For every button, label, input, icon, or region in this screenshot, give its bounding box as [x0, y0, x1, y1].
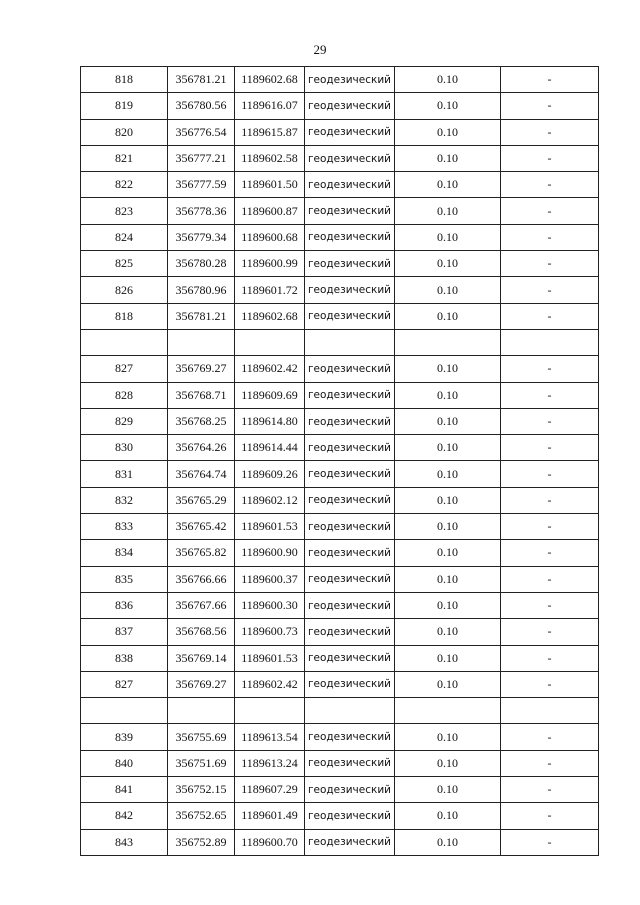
- y-coordinate-cell: 1189600.87: [235, 198, 305, 224]
- description-cell: -: [501, 303, 599, 329]
- y-coordinate-cell: [235, 698, 305, 724]
- y-coordinate-cell: 1189600.73: [235, 619, 305, 645]
- description-cell: -: [501, 356, 599, 382]
- method-cell: геодезический: [305, 566, 395, 592]
- method-cell: геодезический: [305, 777, 395, 803]
- description-cell: -: [501, 619, 599, 645]
- y-coordinate-cell: 1189614.80: [235, 408, 305, 434]
- accuracy-cell: [395, 329, 501, 355]
- accuracy-cell: 0.10: [395, 435, 501, 461]
- y-coordinate-cell: 1189613.24: [235, 750, 305, 776]
- x-coordinate-cell: 356766.66: [168, 566, 235, 592]
- method-cell: геодезический: [305, 172, 395, 198]
- page-number: 29: [313, 42, 327, 57]
- y-coordinate-cell: 1189614.44: [235, 435, 305, 461]
- y-coordinate-cell: 1189602.68: [235, 303, 305, 329]
- description-cell: -: [501, 724, 599, 750]
- y-coordinate-cell: 1189600.37: [235, 566, 305, 592]
- y-coordinate-cell: 1189600.70: [235, 829, 305, 855]
- description-cell: -: [501, 645, 599, 671]
- method-cell: [305, 329, 395, 355]
- table-row: [81, 619, 599, 645]
- x-coordinate-cell: 356776.54: [168, 119, 235, 145]
- x-coordinate-cell: 356768.56: [168, 619, 235, 645]
- table-row: [81, 172, 599, 198]
- accuracy-cell: 0.10: [395, 145, 501, 171]
- method-cell: геодезический: [305, 145, 395, 171]
- accuracy-cell: 0.10: [395, 750, 501, 776]
- y-coordinate-cell: 1189601.72: [235, 277, 305, 303]
- method-cell: геодезический: [305, 93, 395, 119]
- x-coordinate-cell: 356780.56: [168, 93, 235, 119]
- point-number-cell: 838: [81, 645, 168, 671]
- method-cell: геодезический: [305, 119, 395, 145]
- method-cell: геодезический: [305, 356, 395, 382]
- x-coordinate-cell: 356765.42: [168, 514, 235, 540]
- accuracy-cell: 0.10: [395, 619, 501, 645]
- table-row: [81, 487, 599, 513]
- accuracy-cell: 0.10: [395, 198, 501, 224]
- table-row: [81, 540, 599, 566]
- point-number-cell: [81, 698, 168, 724]
- description-cell: -: [501, 277, 599, 303]
- coordinates-table-body: [81, 67, 599, 856]
- method-cell: геодезический: [305, 67, 395, 93]
- separator-row: [81, 329, 599, 355]
- description-cell: -: [501, 592, 599, 618]
- point-number-cell: 835: [81, 566, 168, 592]
- table-row: [81, 198, 599, 224]
- x-coordinate-cell: 356751.69: [168, 750, 235, 776]
- point-number-cell: 836: [81, 592, 168, 618]
- point-number-cell: 822: [81, 172, 168, 198]
- point-number-cell: 821: [81, 145, 168, 171]
- x-coordinate-cell: 356769.27: [168, 671, 235, 697]
- description-cell: -: [501, 382, 599, 408]
- accuracy-cell: 0.10: [395, 277, 501, 303]
- description-cell: -: [501, 461, 599, 487]
- description-cell: -: [501, 251, 599, 277]
- description-cell: -: [501, 119, 599, 145]
- description-cell: [501, 698, 599, 724]
- accuracy-cell: 0.10: [395, 382, 501, 408]
- x-coordinate-cell: 356752.15: [168, 777, 235, 803]
- table-row: [81, 435, 599, 461]
- method-cell: геодезический: [305, 487, 395, 513]
- method-cell: геодезический: [305, 277, 395, 303]
- description-cell: -: [501, 566, 599, 592]
- accuracy-cell: [395, 698, 501, 724]
- point-number-cell: [81, 329, 168, 355]
- x-coordinate-cell: [168, 329, 235, 355]
- accuracy-cell: 0.10: [395, 461, 501, 487]
- method-cell: геодезический: [305, 251, 395, 277]
- point-number-cell: 830: [81, 435, 168, 461]
- method-cell: геодезический: [305, 619, 395, 645]
- accuracy-cell: 0.10: [395, 514, 501, 540]
- point-number-cell: 825: [81, 251, 168, 277]
- y-coordinate-cell: 1189602.42: [235, 671, 305, 697]
- table-row: [81, 671, 599, 697]
- x-coordinate-cell: 356779.34: [168, 224, 235, 250]
- method-cell: геодезический: [305, 724, 395, 750]
- table-row: [81, 724, 599, 750]
- method-cell: геодезический: [305, 435, 395, 461]
- accuracy-cell: 0.10: [395, 408, 501, 434]
- description-cell: -: [501, 172, 599, 198]
- description-cell: -: [501, 514, 599, 540]
- point-number-cell: 824: [81, 224, 168, 250]
- point-number-cell: 819: [81, 93, 168, 119]
- accuracy-cell: 0.10: [395, 356, 501, 382]
- point-number-cell: 818: [81, 303, 168, 329]
- table-row: [81, 777, 599, 803]
- method-cell: геодезический: [305, 382, 395, 408]
- x-coordinate-cell: [168, 698, 235, 724]
- point-number-cell: 827: [81, 356, 168, 382]
- y-coordinate-cell: 1189600.30: [235, 592, 305, 618]
- x-coordinate-cell: 356778.36: [168, 198, 235, 224]
- description-cell: -: [501, 408, 599, 434]
- y-coordinate-cell: 1189602.42: [235, 356, 305, 382]
- description-cell: -: [501, 803, 599, 829]
- table-row: [81, 829, 599, 855]
- point-number-cell: 827: [81, 671, 168, 697]
- table-row: [81, 277, 599, 303]
- method-cell: геодезический: [305, 461, 395, 487]
- y-coordinate-cell: 1189609.69: [235, 382, 305, 408]
- point-number-cell: 834: [81, 540, 168, 566]
- description-cell: -: [501, 224, 599, 250]
- x-coordinate-cell: 356764.26: [168, 435, 235, 461]
- method-cell: геодезический: [305, 303, 395, 329]
- method-cell: геодезический: [305, 671, 395, 697]
- method-cell: [305, 698, 395, 724]
- accuracy-cell: 0.10: [395, 224, 501, 250]
- y-coordinate-cell: 1189600.99: [235, 251, 305, 277]
- y-coordinate-cell: 1189602.68: [235, 67, 305, 93]
- y-coordinate-cell: 1189607.29: [235, 777, 305, 803]
- point-number-cell: 828: [81, 382, 168, 408]
- table-row: [81, 803, 599, 829]
- accuracy-cell: 0.10: [395, 93, 501, 119]
- x-coordinate-cell: 356769.27: [168, 356, 235, 382]
- method-cell: геодезический: [305, 592, 395, 618]
- y-coordinate-cell: [235, 329, 305, 355]
- description-cell: -: [501, 750, 599, 776]
- accuracy-cell: 0.10: [395, 671, 501, 697]
- point-number-cell: 829: [81, 408, 168, 434]
- point-number-cell: 826: [81, 277, 168, 303]
- table-row: [81, 67, 599, 93]
- point-number-cell: 843: [81, 829, 168, 855]
- x-coordinate-cell: 356768.25: [168, 408, 235, 434]
- table-row: [81, 645, 599, 671]
- table-row: [81, 382, 599, 408]
- method-cell: геодезический: [305, 540, 395, 566]
- table-row: [81, 224, 599, 250]
- description-cell: -: [501, 671, 599, 697]
- point-number-cell: 820: [81, 119, 168, 145]
- accuracy-cell: 0.10: [395, 645, 501, 671]
- y-coordinate-cell: 1189602.58: [235, 145, 305, 171]
- table-row: [81, 750, 599, 776]
- x-coordinate-cell: 356777.59: [168, 172, 235, 198]
- method-cell: геодезический: [305, 408, 395, 434]
- point-number-cell: 837: [81, 619, 168, 645]
- table-row: [81, 356, 599, 382]
- description-cell: -: [501, 777, 599, 803]
- point-number-cell: 818: [81, 67, 168, 93]
- y-coordinate-cell: 1189601.53: [235, 645, 305, 671]
- x-coordinate-cell: 356755.69: [168, 724, 235, 750]
- x-coordinate-cell: 356777.21: [168, 145, 235, 171]
- x-coordinate-cell: 356752.89: [168, 829, 235, 855]
- point-number-cell: 841: [81, 777, 168, 803]
- x-coordinate-cell: 356781.21: [168, 67, 235, 93]
- table-row: [81, 592, 599, 618]
- accuracy-cell: 0.10: [395, 829, 501, 855]
- accuracy-cell: 0.10: [395, 724, 501, 750]
- x-coordinate-cell: 356768.71: [168, 382, 235, 408]
- x-coordinate-cell: 356780.28: [168, 251, 235, 277]
- y-coordinate-cell: 1189616.07: [235, 93, 305, 119]
- table-row: [81, 145, 599, 171]
- table-row: [81, 566, 599, 592]
- accuracy-cell: 0.10: [395, 487, 501, 513]
- y-coordinate-cell: 1189601.53: [235, 514, 305, 540]
- y-coordinate-cell: 1189600.68: [235, 224, 305, 250]
- point-number-cell: 833: [81, 514, 168, 540]
- description-cell: -: [501, 67, 599, 93]
- description-cell: -: [501, 198, 599, 224]
- x-coordinate-cell: 356781.21: [168, 303, 235, 329]
- method-cell: геодезический: [305, 829, 395, 855]
- accuracy-cell: 0.10: [395, 592, 501, 618]
- point-number-cell: 831: [81, 461, 168, 487]
- y-coordinate-cell: 1189601.50: [235, 172, 305, 198]
- y-coordinate-cell: 1189613.54: [235, 724, 305, 750]
- y-coordinate-cell: 1189615.87: [235, 119, 305, 145]
- table-row: [81, 461, 599, 487]
- x-coordinate-cell: 356765.29: [168, 487, 235, 513]
- x-coordinate-cell: 356765.82: [168, 540, 235, 566]
- table-row: [81, 93, 599, 119]
- y-coordinate-cell: 1189601.49: [235, 803, 305, 829]
- description-cell: -: [501, 829, 599, 855]
- x-coordinate-cell: 356764.74: [168, 461, 235, 487]
- separator-row: [81, 698, 599, 724]
- table-row: [81, 303, 599, 329]
- y-coordinate-cell: 1189602.12: [235, 487, 305, 513]
- table-row: [81, 119, 599, 145]
- x-coordinate-cell: 356752.65: [168, 803, 235, 829]
- table-row: [81, 514, 599, 540]
- accuracy-cell: 0.10: [395, 303, 501, 329]
- y-coordinate-cell: 1189609.26: [235, 461, 305, 487]
- point-number-cell: 832: [81, 487, 168, 513]
- method-cell: геодезический: [305, 198, 395, 224]
- accuracy-cell: 0.10: [395, 803, 501, 829]
- x-coordinate-cell: 356780.96: [168, 277, 235, 303]
- accuracy-cell: 0.10: [395, 67, 501, 93]
- method-cell: геодезический: [305, 803, 395, 829]
- x-coordinate-cell: 356769.14: [168, 645, 235, 671]
- x-coordinate-cell: 356767.66: [168, 592, 235, 618]
- accuracy-cell: 0.10: [395, 119, 501, 145]
- accuracy-cell: 0.10: [395, 777, 501, 803]
- method-cell: геодезический: [305, 224, 395, 250]
- accuracy-cell: 0.10: [395, 172, 501, 198]
- accuracy-cell: 0.10: [395, 540, 501, 566]
- point-number-cell: 842: [81, 803, 168, 829]
- point-number-cell: 823: [81, 198, 168, 224]
- table-row: [81, 408, 599, 434]
- description-cell: -: [501, 540, 599, 566]
- coordinates-table: [80, 66, 599, 856]
- accuracy-cell: 0.10: [395, 566, 501, 592]
- accuracy-cell: 0.10: [395, 251, 501, 277]
- table-row: [81, 251, 599, 277]
- description-cell: [501, 329, 599, 355]
- point-number-cell: 839: [81, 724, 168, 750]
- y-coordinate-cell: 1189600.90: [235, 540, 305, 566]
- point-number-cell: 840: [81, 750, 168, 776]
- description-cell: -: [501, 487, 599, 513]
- method-cell: геодезический: [305, 645, 395, 671]
- method-cell: геодезический: [305, 750, 395, 776]
- description-cell: -: [501, 435, 599, 461]
- description-cell: -: [501, 145, 599, 171]
- method-cell: геодезический: [305, 514, 395, 540]
- description-cell: -: [501, 93, 599, 119]
